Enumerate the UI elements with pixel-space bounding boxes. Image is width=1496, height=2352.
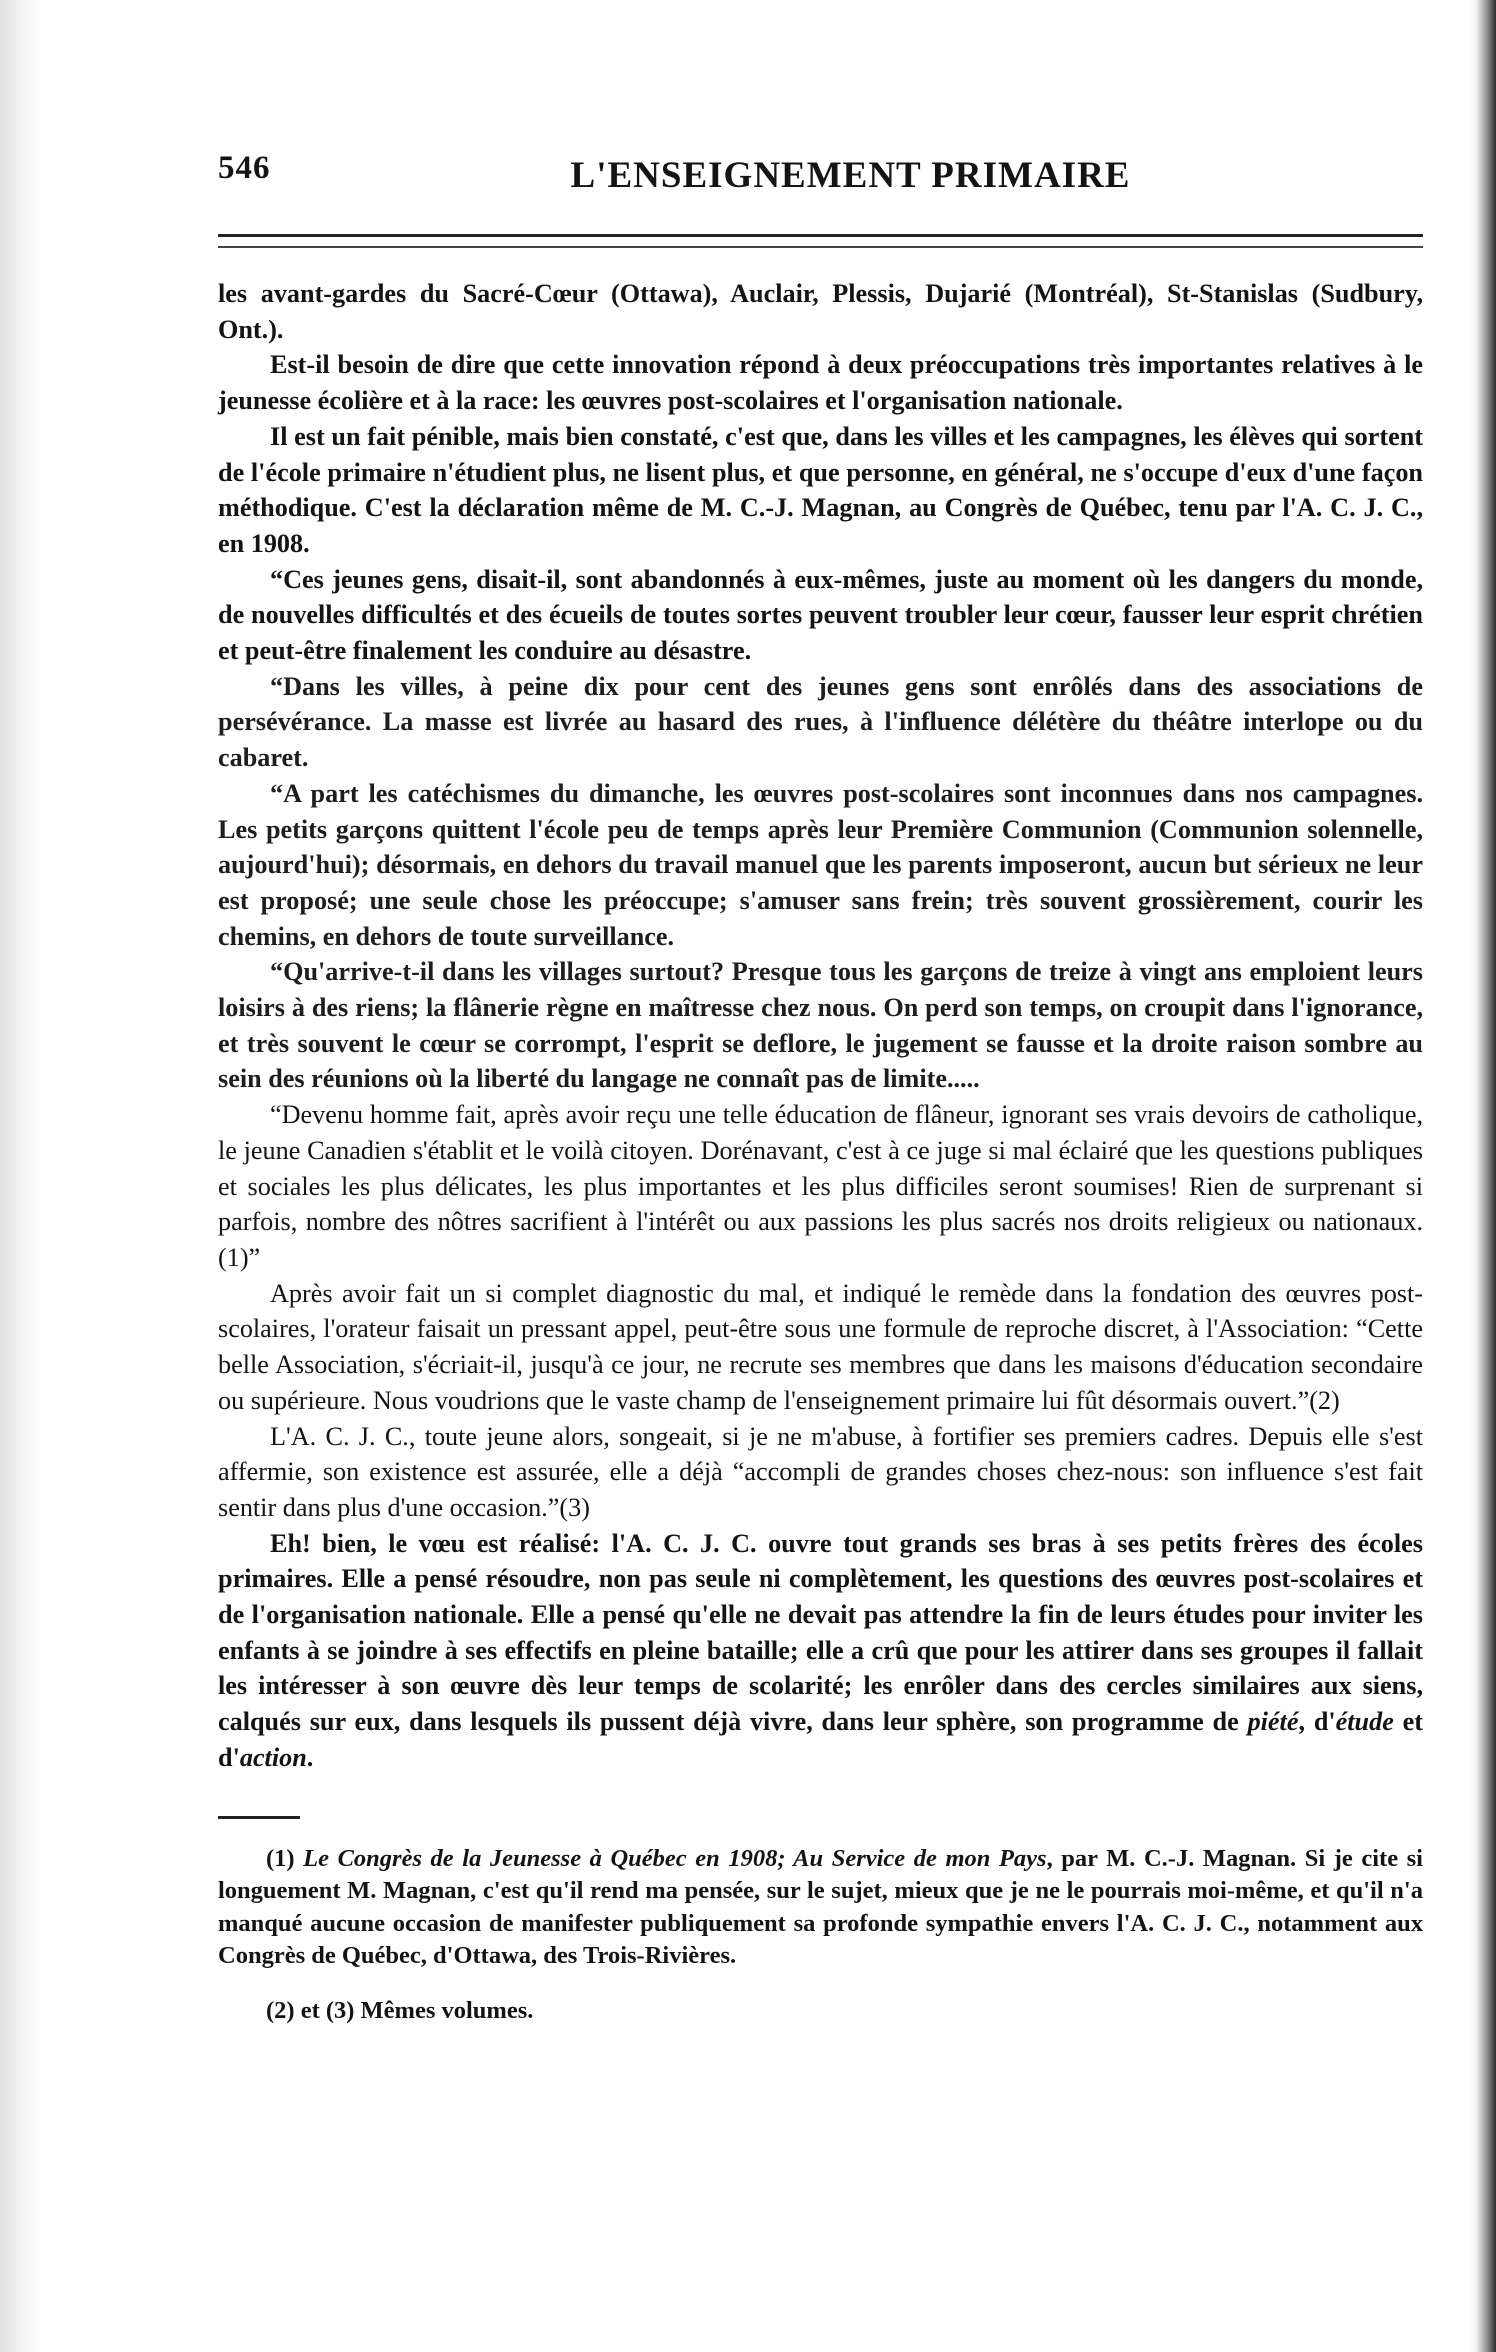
body-text <box>218 276 1423 1776</box>
word-action: action <box>239 1742 307 1772</box>
period: . <box>306 1742 314 1772</box>
scan-margin-right <box>1468 0 1496 2352</box>
footnote-1-title: Le Congrès de la Jeunesse à Québec en 1908; Au Service de mon Pays <box>303 1844 1047 1872</box>
paragraph: Après avoir fait un si complet diagnostic du mal, et indiqué le remède dans la fondation des œuvres post-scolaires, l'orateur faisait un pressant appel, peut-être sous une formule de reproche discret, à l'Association: “Cette belle Association, s'écriait-il, jusqu'à ce jour, ne recrute ses membres que dans les maisons d'éducation secondaire ou supérieure. Nous voudrions que le vaste champ de l'enseignement primaire lui fût désormais ouvert.”(2) <box>218 1278 1423 1415</box>
footnote-2-text: Mêmes volumes. <box>360 1996 534 2024</box>
footnote-rule <box>218 1816 300 1819</box>
quote-paragraph: “Qu'arrive-t-il dans les villages surtout? Presque tous les garçons de treize à vingt ans emploient leurs loisirs à des riens; la flânerie règne en maîtresse chez nous. On perd son temps, on croupit dans l'ignorance, et très souvent le cœur se corrompt, l'esprit se deflore, le jugement se fausse et la droite raison sombre au sein des réunions où la liberté du langage ne connaît pas de limite..... <box>218 957 1423 1094</box>
page-header <box>218 140 1423 200</box>
quote-paragraph: “Devenu homme fait, après avoir reçu une telle éducation de flâneur, ignorant ses vrais devoirs de catholique, le jeune Canadien s'établit et le voilà citoyen. Dorénavant, c'est à ce juge si mal éclairé que les questions publiques et sociales les plus délicates, les plus importantes et les plus difficiles seront soumises! Rien de surprenant si parfois, nombre des nôtres sacrifient à l'intérêt ou aux passions les plus sacrés nos droits religieux ou nationaux.(1)” <box>218 1100 1423 1272</box>
paragraph: L'A. C. J. C., toute jeune alors, songeait, si je ne m'abuse, à fortifier ses premiers cadres. Depuis elle s'est affermie, son existence est assurée, elle a déjà “accompli de grandes choses chez-nous: son influence s'est fait sentir dans plus d'une occasion.”(3) <box>218 1421 1423 1522</box>
footnotes <box>218 1843 1423 2028</box>
header-rule <box>218 234 1423 248</box>
separator: , d' <box>1298 1707 1336 1737</box>
page-number: 546 <box>218 150 271 186</box>
quote-paragraph: “A part les catéchismes du dimanche, les œuvres post-scolaires sont inconnues dans nos campagnes. Les petits garçons quittent l'école peu de temps après leur Première Communion (Communion solennelle, aujourd'hui); désormais, en dehors du travail manuel que les parents imposeront, aucun but sérieux ne leur est proposé; une seule chose les préoccupe; s'amuser sans frein; très souvent grossièrement, courir les chemins, en dehors de toute surveillance. <box>218 778 1423 951</box>
paragraph-continuation: les avant-gardes du Sacré-Cœur (Ottawa), Auclair, Plessis, Dujarié (Montréal), St-Stanislas (Sudbury, Ont.). <box>218 279 1423 344</box>
separator: et d' <box>218 1707 1423 1772</box>
running-title: L'ENSEIGNEMENT PRIMAIRE <box>570 155 1131 196</box>
footnote-1 <box>218 1843 1423 1973</box>
word-piete: piété <box>1247 1707 1299 1737</box>
document-page <box>218 140 1423 2027</box>
paragraph-final <box>218 1526 1423 1776</box>
footnote-1-mark: (1) <box>266 1844 295 1872</box>
word-etude: étude <box>1335 1707 1394 1737</box>
paragraph: Il est un fait pénible, mais bien constaté, c'est que, dans les villes et les campagnes, les élèves qui sortent de l'école primaire n'étudient plus, ne lisent plus, et que personne, en général, ne s'occupe d'eux d'une façon méthodique. C'est la déclaration même de M. C.-J. Magnan, au Congrès de Québec, tenu par l'A. C. J. C., en 1908. <box>218 421 1423 558</box>
quote-paragraph: “Dans les villes, à peine dix pour cent des jeunes gens sont enrôlés dans des associations de persévérance. La masse est livrée au hasard des rues, à l'influence délétère du théâtre interlope ou du cabaret. <box>218 671 1423 773</box>
footnote-2 <box>218 1995 1423 2028</box>
footnote-1-text: , par M. C.-J. Magnan. Si je cite si longuement M. Magnan, c'est qu'il rend ma pensée, sur le sujet, mieux que je ne le pourrais moi-même, et qu'il n'a manqué aucune occasion de manifester publiquement sa profonde sympathie envers l'A. C. J. C., notamment aux Congrès de Québec, d'Ottawa, des Trois-Rivières. <box>218 1844 1423 1970</box>
paragraph-final-text: Eh! bien, le vœu est réalisé: l'A. C. J. C. ouvre tout grands ses bras à ses petits frères des écoles primaires. Elle a pensé résoudre, non pas seule ni complètement, les questions des œuvres post-scolaires et de l'organisation nationale. Elle a pensé qu'elle ne devait pas attendre la fin de leurs études pour inviter les enfants à se joindre à ses effectifs en pleine bataille; elle a crû que pour les attirer dans ses groupes il fallait les intéresser à son œuvre dès leur temps de scolarité; les enrôler dans des cercles similaires aux siens, calqués sur eux, dans lesquels ils pussent déjà vivre, dans leur sphère, son programme de <box>218 1528 1423 1737</box>
footnote-2-mark: (2) et (3) <box>266 1996 355 2024</box>
paragraph: Est-il besoin de dire que cette innovation répond à deux préoccupations très importantes relatives à le jeunesse écolière et à la race: les œuvres post-scolaires et l'organisation nationale. <box>218 350 1423 416</box>
quote-paragraph: “Ces jeunes gens, disait-il, sont abandonnés à eux-mêmes, juste au moment où les dangers du monde, de nouvelles difficultés et des écueils de toutes sortes peuvent troubler leur cœur, fausser leur esprit chrétien et peut-être finalement les conduire au désastre. <box>218 564 1423 666</box>
scan-margin-left <box>0 0 40 2352</box>
